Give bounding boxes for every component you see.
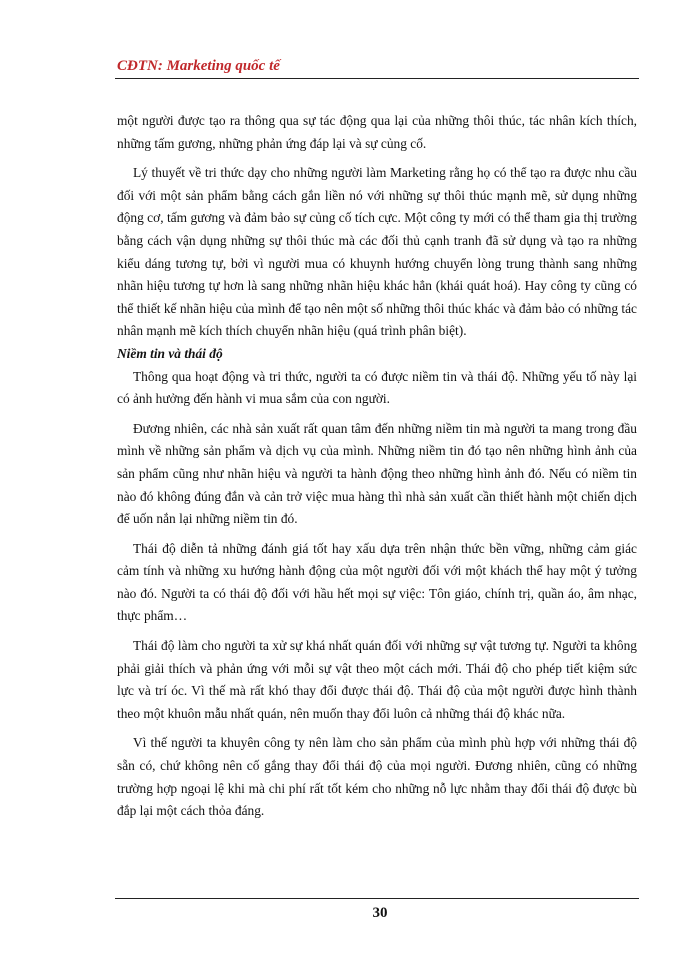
paragraph-beliefs-intro: Thông qua hoạt động và tri thức, người ta có được niềm tin và thái độ. Những yếu tố này lại có ảnh hưởng đến hành vi mua sắm của con người. [117,368,637,407]
document-body [117,110,637,823]
footer-divider [115,898,639,899]
paragraph-manufacturer-beliefs: Đương nhiên, các nhà sản xuất rất quan tâm đến những niềm tin mà người ta mang trong đầu mình về những sản phẩm và dịch vụ của mình. Những niềm tin đó tạo nên những hình ảnh của sản phẩm cũng như nhãn hiệu và người ta hành động theo những hình ảnh đó. Nếu có niềm tin nào đó không đúng đắn và cản trở việc mua hàng thì nhà sản xuất cần thiết hành một chiến dịch để uốn nắn lại những niềm tin đó. [117,420,637,527]
paragraph-knowledge-theory: Lý thuyết về tri thức dạy cho những người làm Marketing rằng họ có thể tạo ra được nhu cầu đối với một sản phẩm bằng cách gắn liền nó với những sự thôi thúc mạnh mẽ, sử dụng những động cơ, tấm gương và đảm bảo sự củng cố tích cực. Một công ty mới có thể tham gia thị trường bằng cách vận dụng những sự thôi thúc mà các đối thủ cạnh tranh đã sử dụng và tạo ra những kiểu dáng tương tự, bởi vì người mua có khuynh hướng chuyển lòng trung thành sang những nhãn hiệu tương tự hơn là sang những nhãn hiệu khác hẳn (khái quát hoá). Hay công ty cũng có thể thiết kế nhãn hiệu của mình để tạo nên một số những thôi thúc khác và đảm bảo có những tác nhân mạnh mẽ kích thích chuyển nhãn hiệu (quá trình phân biệt). [117,165,637,339]
header-divider [115,78,639,79]
paragraph-continuation: một người được tạo ra thông qua sự tác động qua lại của những thôi thúc, tác nhân kích thích, những tấm gương, những phản ứng đáp lại và sự củng cố. [117,113,637,151]
page-number: 30 [372,905,388,921]
section-heading-beliefs-attitudes: Niềm tin và thái độ [117,345,223,361]
paragraph-attitude-definition: Thái độ diễn tả những đánh giá tốt hay xấu dựa trên nhận thức bền vững, những cảm giác cảm tính và những xu hướng hành động của một người đối với một khách thể hay một ý tưởng nào đó. Người ta có thái độ đối với hầu hết mọi sự việc: Tôn giáo, chính trị, quần áo, âm nhạc, thực phẩm… [117,540,637,624]
paragraph-attitude-consistency: Thái độ làm cho người ta xử sự khá nhất quán đối với những sự vật tương tự. Người ta không phải giải thích và phản ứng với mỗi sự vật theo một cách mới. Thái độ cho phép tiết kiệm sức lực và trí óc. Vì thế mà rất khó thay đổi được thái độ. Thái độ của một người được hình thành theo một khuôn mẫu nhất quán, nên muốn thay đổi luôn cả những thái độ khác nữa. [117,638,637,721]
paragraph-company-advice: Vì thế người ta khuyên công ty nên làm cho sản phẩm của mình phù hợp với những thái độ sẵn có, chứ không nên cố gắng thay đổi thái độ của mọi người. Đương nhiên, cũng có những trường hợp ngoại lệ khi mà chi phí rất tốt kém cho những nỗ lực nhằm thay đổi thái độ được bù đắp lại một cách thỏa đáng. [117,735,637,819]
header-title: CĐTN: Marketing quốc tế [117,58,280,74]
